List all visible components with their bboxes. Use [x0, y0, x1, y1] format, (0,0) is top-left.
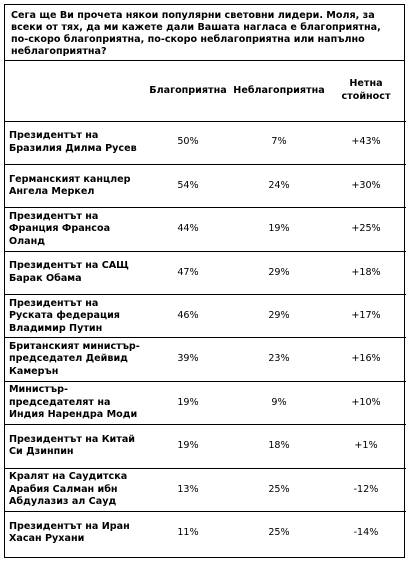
net-value: +17% [326, 295, 406, 338]
survey-question: Сега ще Ви прочета някои популярни световни лидери. Моля, за всеки от тях, да ми кажете дали Вашата нагласа е благоприятна, по-скоро благоприятна, по-скоро неблагоприятна или напълно неблагоприятна? [5, 5, 404, 61]
table-row [5, 512, 406, 555]
header-unfavorable: Неблагоприятна [232, 61, 326, 121]
net-value: +43% [326, 121, 406, 164]
table-header-row [5, 61, 406, 121]
table-row [5, 295, 406, 338]
unfavorable-value: 29% [232, 251, 326, 294]
leader-name: Германският канцлер Ангела Меркел [5, 164, 144, 207]
net-value: -14% [353, 527, 379, 539]
header-leader [5, 61, 144, 121]
favorable-value: 50% [144, 121, 232, 164]
leader-name: Президентът на Франция Франсоа Оланд [5, 208, 144, 251]
table-row [5, 468, 406, 511]
leader-name: Президентът на Китай Си Дзинпин [5, 425, 144, 468]
favorable-value: 44% [144, 208, 232, 251]
leader-name: Президентът на Руската федерация Владимир Путин [5, 295, 144, 338]
unfavorable-value: 25% [268, 527, 290, 539]
table-row [5, 208, 406, 251]
leader-name: Министър-председателят на Индия Нарендра Моди [5, 381, 144, 424]
table-row [5, 381, 406, 424]
unfavorable-value: 25% [232, 468, 326, 511]
favorable-value: 54% [144, 164, 232, 207]
unfavorable-value: 29% [232, 295, 326, 338]
table-row [5, 251, 406, 294]
table-row [5, 425, 406, 468]
net-value: +18% [326, 251, 406, 294]
survey-table-container [4, 4, 405, 558]
favorable-value: 39% [144, 338, 232, 381]
leaders-table [5, 61, 406, 555]
unfavorable-value: 23% [232, 338, 326, 381]
net-value: +25% [326, 208, 406, 251]
leader-name: Президентът на Бразилия Дилма Русев [5, 121, 144, 164]
favorable-value: 19% [144, 425, 232, 468]
net-value: -12% [326, 468, 406, 511]
table-row [5, 164, 406, 207]
favorable-value: 19% [144, 381, 232, 424]
leader-name: Кралят на Саудитска Арабия Салман ибн Абдулазиз ал Сауд [5, 468, 144, 511]
unfavorable-value: 24% [232, 164, 326, 207]
table-row [5, 338, 406, 381]
net-value: +1% [326, 425, 406, 468]
leader-name: Президентът на Иран Хасан Рухани [9, 520, 130, 545]
unfavorable-value: 18% [232, 425, 326, 468]
favorable-value: 46% [144, 295, 232, 338]
unfavorable-value: 19% [232, 208, 326, 251]
unfavorable-value: 9% [232, 381, 326, 424]
net-value: +10% [326, 381, 406, 424]
net-value: +30% [326, 164, 406, 207]
leader-name: Британският министър-председател Дейвид Камерън [5, 338, 144, 381]
favorable-value: 47% [144, 251, 232, 294]
table-row [5, 121, 406, 164]
net-value: +16% [326, 338, 406, 381]
favorable-value: 11% [177, 527, 199, 539]
leader-name: Президентът на САЩ Барак Обама [5, 251, 144, 294]
header-net-value: Нетна стойност [326, 61, 406, 121]
unfavorable-value: 7% [232, 121, 326, 164]
favorable-value: 13% [144, 468, 232, 511]
header-favorable: Благоприятна [144, 61, 232, 121]
